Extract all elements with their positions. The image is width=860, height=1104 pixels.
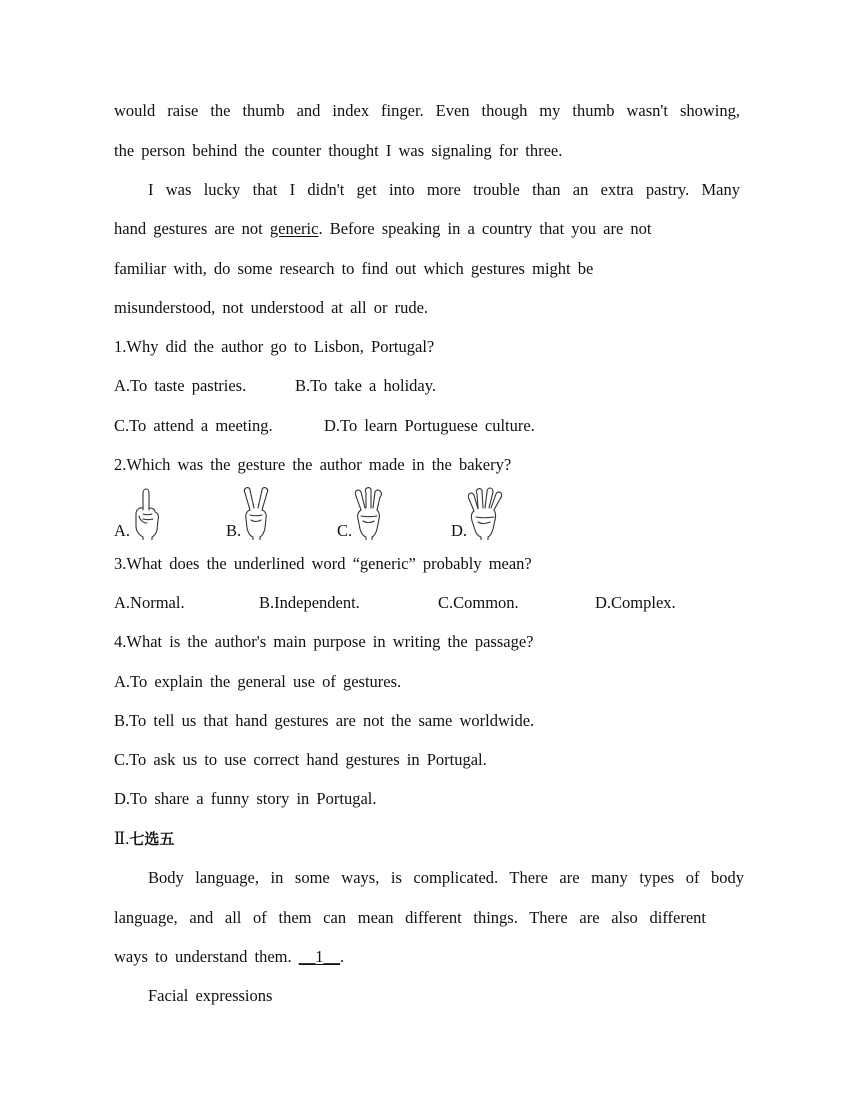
passage-line: would raise the thumb and index finger. Even though my thumb wasn't showing, [114, 101, 740, 120]
option-b: B.To tell us that hand gestures are not the same worldwide. [114, 711, 535, 730]
passage-line: Body language, in some ways, is complicated. There are many types of body [148, 868, 744, 887]
question-stem: 3.What does the underlined word “generic” probably mean? [114, 554, 532, 573]
option-a: A.To taste pastries. [114, 376, 247, 395]
passage-line [114, 219, 652, 239]
section-numeral: Ⅱ. [114, 829, 130, 848]
hand-two-fingers-icon [240, 486, 272, 540]
passage-line: familiar with, do some research to find out which gestures might be [114, 259, 594, 278]
passage-line: the person behind the counter thought I was signaling for three. [114, 141, 563, 160]
option-b: B. [226, 521, 242, 540]
question-stem: 4.What is the author's main purpose in writing the passage? [114, 632, 534, 651]
answer-blank: __1__ [298, 947, 341, 966]
option-a: A.Normal. [114, 593, 185, 612]
section-heading [114, 829, 174, 849]
option-a: A.To explain the general use of gestures. [114, 672, 402, 691]
underlined-word: generic [269, 219, 319, 238]
option-b: B.To take a holiday. [295, 376, 437, 395]
option-a: A. [114, 521, 131, 540]
hand-four-fingers-icon [466, 486, 504, 540]
option-d: D.To learn Portuguese culture. [324, 416, 535, 435]
option-c: C.To ask us to use correct hand gestures in Portugal. [114, 750, 487, 769]
option-d: D.Complex. [595, 593, 676, 612]
option-c: C.To attend a meeting. [114, 416, 273, 435]
option-c: C. [337, 521, 353, 540]
option-d: D.To share a funny story in Portugal. [114, 789, 377, 808]
question-stem: 1.Why did the author go to Lisbon, Portugal? [114, 337, 435, 356]
hand-three-fingers-icon [352, 486, 386, 540]
option-b: B.Independent. [259, 593, 360, 612]
passage-text: . [340, 947, 345, 966]
passage-text: . Before speaking in a country that you are not [318, 219, 652, 238]
section-title: 七选五 [129, 830, 175, 848]
hand-one-finger-icon [130, 486, 162, 540]
passage-line: I was lucky that I didn't get into more trouble than an extra pastry. Many [148, 180, 740, 199]
passage-line [114, 947, 344, 967]
question-stem: 2.Which was the gesture the author made in the bakery? [114, 455, 512, 474]
subheading: Facial expressions [148, 986, 273, 1005]
passage-text: ways to understand them. [114, 947, 299, 966]
passage-line: language, and all of them can mean different things. There are also different [114, 908, 706, 927]
option-d: D. [451, 521, 468, 540]
option-c: C.Common. [438, 593, 519, 612]
passage-line: misunderstood, not understood at all or rude. [114, 298, 429, 317]
passage-text: hand gestures are not [114, 219, 270, 238]
